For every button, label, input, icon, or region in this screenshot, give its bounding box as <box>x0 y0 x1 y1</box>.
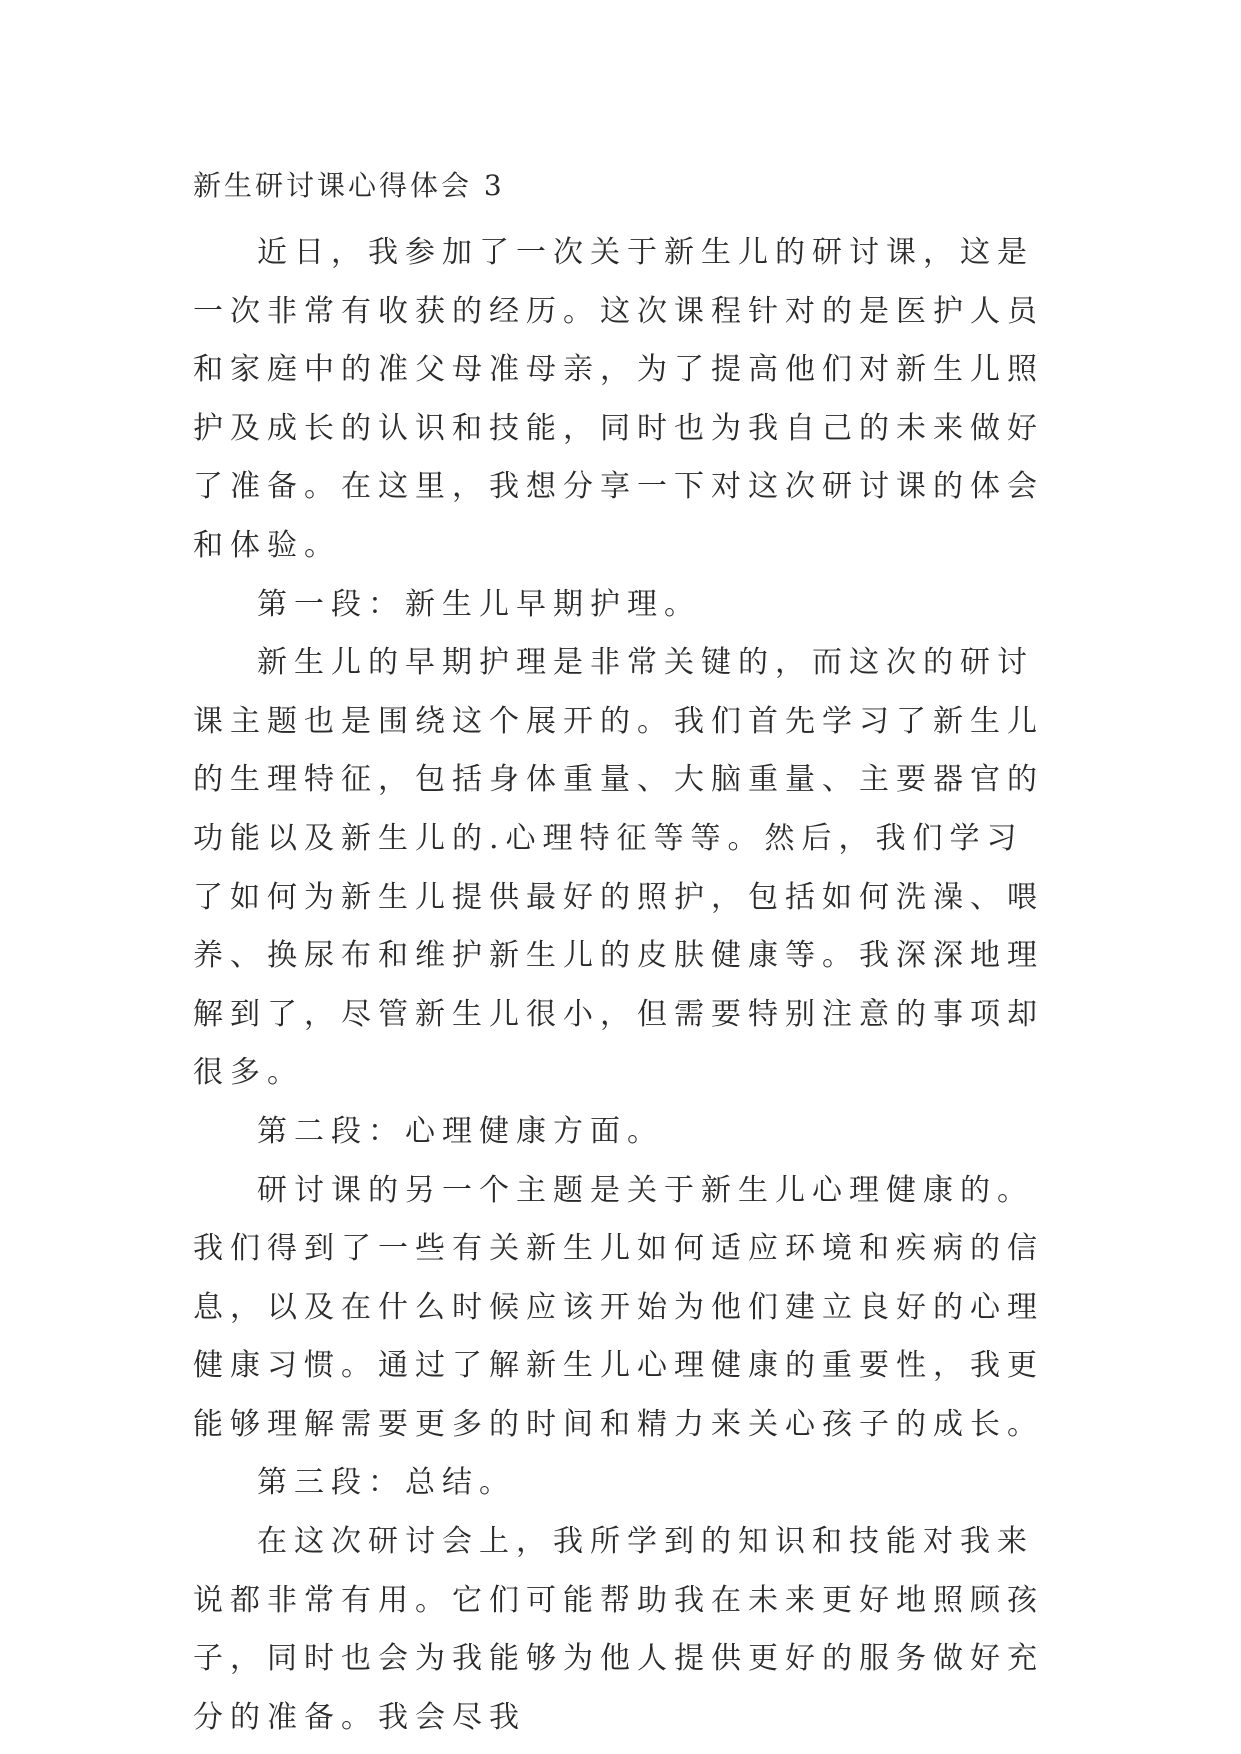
document-body <box>193 224 1053 1747</box>
section-heading-3: 第三段：总结。 <box>257 1465 516 1501</box>
paragraph-early-care: 新生儿的早期护理是非常关键的，而这次的研讨课主题也是围绕这个展开的。我们首先学习了新生儿的生理特征，包括身体重量、大脑重量、主要器官的功能以及新生儿的.心理特征等等。然后，我们学习了如何为新生儿提供最好的照护，包括如何洗澡、喂养、换尿布和维护新生儿的皮肤健康等。我深深地理解到了，尽管新生儿很小，但需要特别注意的事项却很多。 <box>193 645 1044 1091</box>
document-title: 新生研讨课心得体会 3 <box>193 169 505 202</box>
paragraph-intro: 近日，我参加了一次关于新生儿的研讨课，这是一次非常有收获的经历。这次课程针对的是医护人员和家庭中的准父母准母亲，为了提高他们对新生儿照护及成长的认识和技能，同时也为我自己的未来做好了准备。在这里，我想分享一下对这次研讨课的体会和体验。 <box>193 235 1044 563</box>
section-heading-2: 第二段：心理健康方面。 <box>257 1113 664 1149</box>
paragraph-mental-health: 研讨课的另一个主题是关于新生儿心理健康的。我们得到了一些有关新生儿如何适应环境和疾病的信息，以及在什么时候应该开始为他们建立良好的心理健康习惯。通过了解新生儿心理健康的重要性，我更能够理解需要更多的时间和精力来关心孩子的成长。 <box>193 1172 1044 1442</box>
paragraph-summary: 在这次研讨会上，我所学到的知识和技能对我来说都非常有用。它们可能帮助我在未来更好地照顾孩子，同时也会为我能够为他人提供更好的服务做好充分的准备。我会尽我 <box>193 1524 1044 1735</box>
section-heading-1: 第一段：新生儿早期护理。 <box>257 586 701 622</box>
